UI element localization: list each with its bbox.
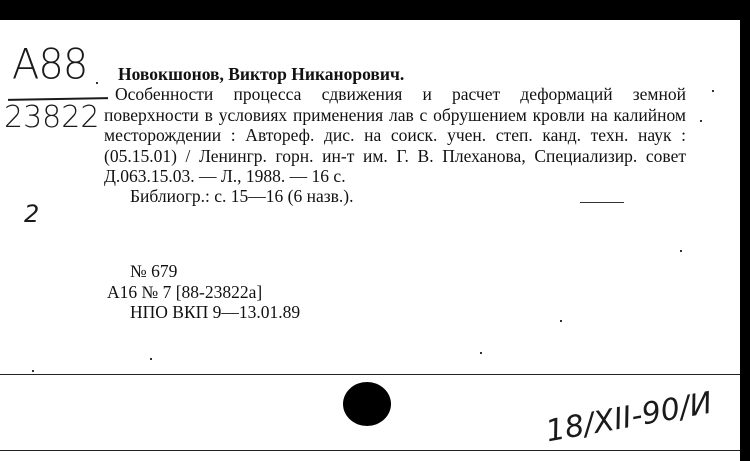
card-rule-lower xyxy=(0,450,740,451)
speck xyxy=(560,320,562,322)
accession-number: № 679 xyxy=(130,261,178,281)
entry-description: Особенности процесса сдвижения и расчет деформаций земной поверхности в условиях применения лав с обрушением кровли на калийном месторождении : Автореф. дис. на соиск. учен. степ. канд. техн. наук : (05.15.01) / Ленингр. горн. ин-т им. Г. В. Плеханова, Специализир. совет Д.063.15.03. — Л., 1988. — 16 с. xyxy=(104,84,686,187)
speck xyxy=(150,358,152,360)
entry-bibliography: Библиогр.: с. 15—16 (6 назв.). xyxy=(130,186,354,207)
punch-hole xyxy=(343,382,391,426)
shelf-mark-bottom: 23822 xyxy=(4,100,100,135)
speck xyxy=(712,90,714,92)
speck xyxy=(700,120,702,122)
shelf-mark-top: A88 xyxy=(12,40,88,90)
speck xyxy=(96,82,98,84)
speck xyxy=(680,250,682,252)
classification-code: А16 № 7 [88-23822а] xyxy=(107,282,263,302)
card-rule-upper xyxy=(0,374,740,375)
bibliographic-entry xyxy=(104,64,686,207)
speck xyxy=(480,352,482,354)
speck xyxy=(32,370,34,372)
copy-mark: 2 xyxy=(24,200,39,228)
handwritten-date: 18/XII-90/И xyxy=(543,385,715,450)
entry-author: Новокшонов, Виктор Никанорович. xyxy=(118,64,405,84)
processing-stamp: НПО ВКП 9—13.01.89 xyxy=(130,302,301,322)
catalog-card xyxy=(0,20,740,461)
entry-underline-mark xyxy=(580,202,624,203)
